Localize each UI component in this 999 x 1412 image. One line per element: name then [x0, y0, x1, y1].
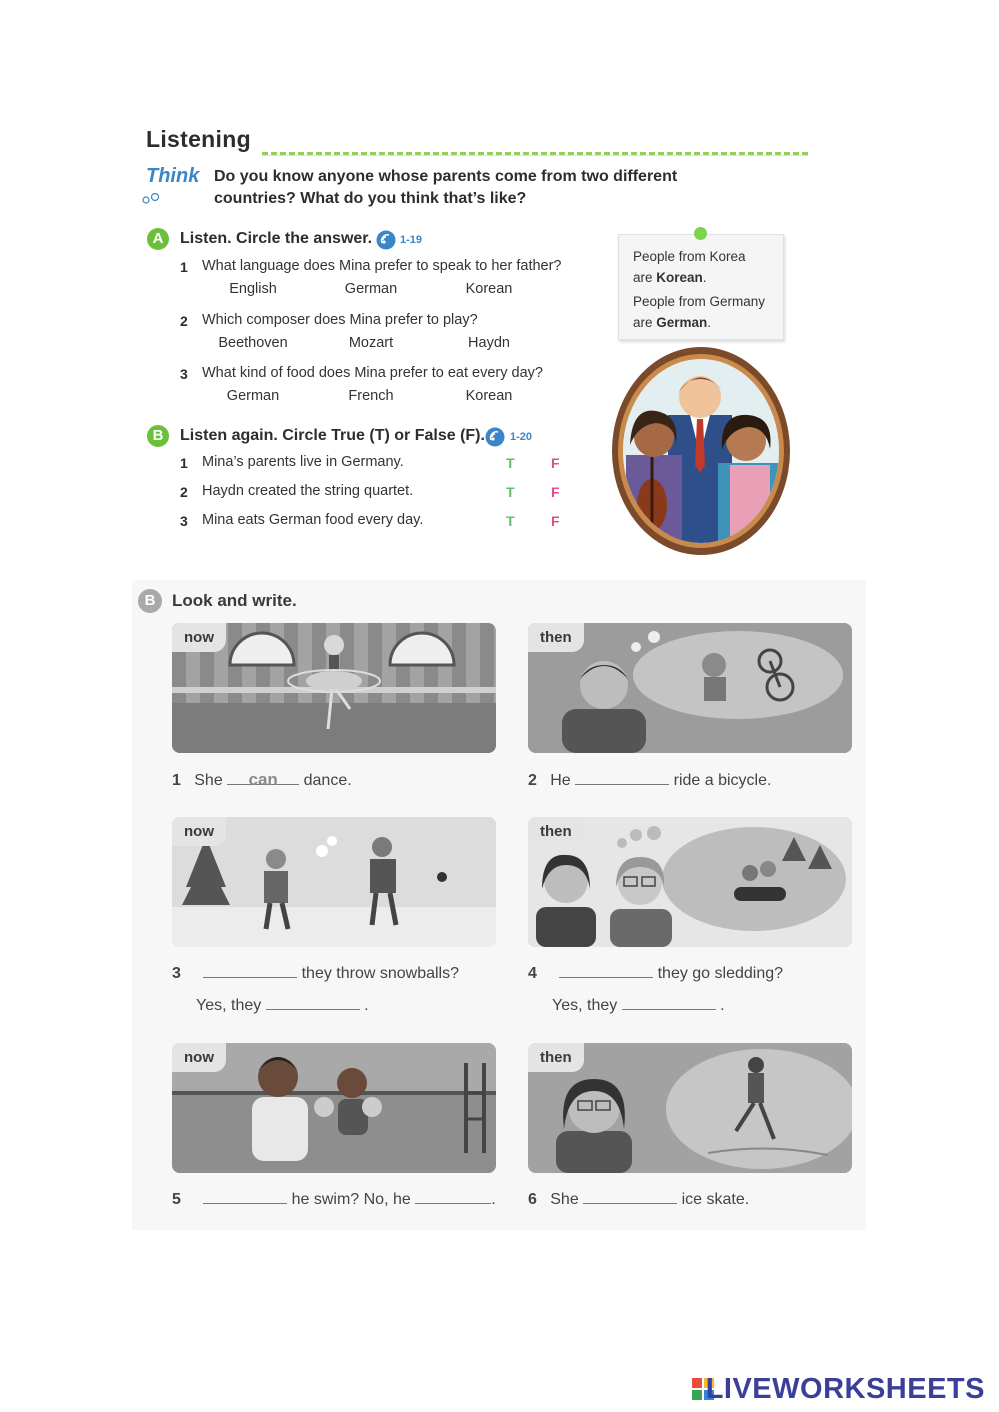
answer-option[interactable]: Korean [465, 281, 513, 297]
question-text: Which composer does Mina prefer to play? [202, 312, 478, 328]
pin-icon [694, 227, 707, 240]
note-line1: People from Korea [633, 249, 746, 264]
note-card [618, 234, 784, 340]
answer-option[interactable]: Beethoven [218, 335, 288, 351]
section-b-instruction: Listen again. Circle True (T) or False (F). [180, 427, 485, 444]
track-number: 1-20 [510, 431, 533, 443]
statement-text: Mina eats German food every day. [202, 512, 424, 528]
think-question-line2: countries? What do you think that’s like? [214, 190, 527, 207]
track-number: 1-19 [400, 234, 423, 246]
answer-blank[interactable] [559, 963, 653, 978]
think-badge: Think [146, 165, 200, 187]
now-tag: now [172, 817, 226, 846]
answer-blank[interactable] [203, 963, 297, 978]
true-option[interactable]: T [506, 455, 515, 471]
then-tag: then [528, 817, 584, 846]
exercise-item-3: 3 they throw snowballs? [172, 965, 460, 982]
picture-panel-sledding [528, 817, 852, 947]
picture-panel-ice-skating [528, 1043, 852, 1173]
audio-icon[interactable] [376, 230, 396, 250]
section-a-instruction: Listen. Circle the answer. [180, 230, 373, 247]
answer-blank[interactable] [575, 770, 669, 785]
answer-option[interactable]: Korean [465, 388, 513, 404]
family-portrait-illustration [610, 345, 792, 557]
answer-option[interactable]: French [348, 388, 394, 404]
answer-option[interactable]: English [229, 281, 277, 297]
question-text: What kind of food does Mina prefer to eat every day? [202, 365, 543, 381]
note-line4: are German. [633, 315, 712, 330]
answer-blank[interactable] [227, 770, 299, 789]
true-option[interactable]: T [506, 513, 515, 529]
exercise-item-3-reply: Yes, they . [196, 997, 369, 1014]
answer-blank[interactable] [415, 1189, 491, 1204]
exercise-item-4: 4 they go sledding? [528, 965, 784, 982]
true-option[interactable]: T [506, 484, 515, 500]
statement-number: 2 [180, 484, 188, 500]
think-question-line1: Do you know anyone whose parents come from two different [214, 168, 678, 185]
answer-option[interactable]: German [344, 281, 398, 297]
question-number: 1 [180, 259, 188, 275]
statement-text: Mina’s parents live in Germany. [202, 454, 404, 470]
answer-blank[interactable] [622, 995, 716, 1010]
question-number: 2 [180, 313, 188, 329]
listening-title: Listening [146, 126, 251, 152]
audio-icon[interactable] [485, 427, 505, 447]
section-a-badge: A [147, 228, 169, 250]
exercise-item-2: 2 He ride a bicycle. [528, 772, 772, 789]
section-b-badge: B [147, 425, 169, 447]
then-tag: then [528, 1043, 584, 1072]
exercise-item-4-reply: Yes, they . [552, 997, 725, 1014]
note-line2: are Korean. [633, 270, 707, 285]
look-and-write-badge: B [138, 589, 162, 613]
note-line3: People from Germany [633, 294, 766, 309]
thought-bubble-icon [142, 193, 162, 205]
now-tag: now [172, 1043, 226, 1072]
picture-panel-ballet [172, 623, 496, 753]
then-tag: then [528, 623, 584, 652]
statement-number: 1 [180, 455, 188, 471]
exercise-item-1: 1 She can dance. [172, 770, 352, 789]
picture-panel-swimming [172, 1043, 496, 1173]
question-number: 3 [180, 366, 188, 382]
answer-blank[interactable] [266, 995, 360, 1010]
picture-panel-snowballs [172, 817, 496, 947]
exercise-item-6: 6 She ice skate. [528, 1191, 750, 1208]
now-tag: now [172, 623, 226, 652]
false-option[interactable]: F [551, 513, 560, 529]
answer-blank[interactable] [203, 1189, 287, 1204]
filled-answer: can [248, 770, 278, 789]
statement-text: Haydn created the string quartet. [202, 483, 414, 499]
title-divider-shadow [262, 155, 808, 156]
answer-option[interactable]: German [226, 388, 280, 404]
answer-blank[interactable] [583, 1189, 677, 1204]
exercise-item-5: 5 he swim? No, he . [172, 1191, 496, 1208]
answer-option[interactable]: Haydn [468, 335, 510, 351]
question-text: What language does Mina prefer to speak to her father? [202, 258, 562, 274]
picture-panel-bicycle [528, 623, 852, 753]
answer-option[interactable]: Mozart [348, 335, 394, 351]
look-and-write-title: Look and write. [172, 591, 297, 610]
statement-number: 3 [180, 513, 188, 529]
false-option[interactable]: F [551, 455, 560, 471]
brand-wordmark[interactable]: LIVEWORKSHEETS [705, 1373, 985, 1405]
false-option[interactable]: F [551, 484, 560, 500]
